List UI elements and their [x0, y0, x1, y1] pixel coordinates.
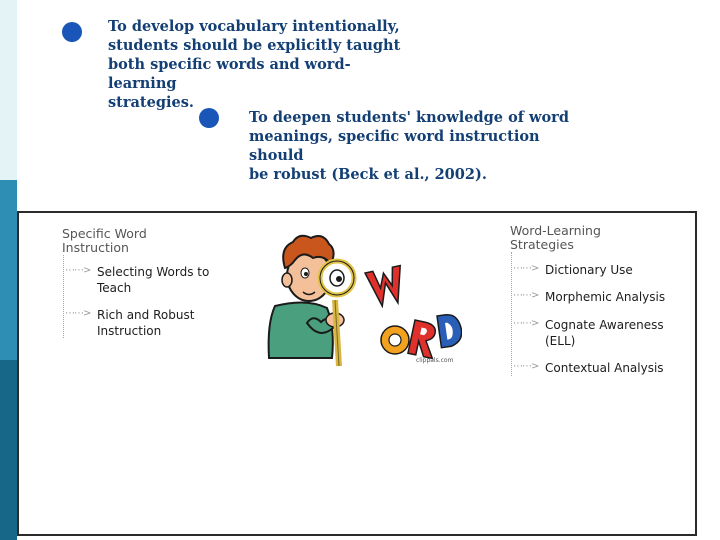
left-column-title: Specific Word Instruction	[62, 226, 147, 255]
boy-with-magnifying-glass-icon	[247, 228, 462, 373]
bullet-text-2: To deepen students' knowledge of word meanings, specific word instruction should be robust (Beck et al., 2002).	[249, 109, 569, 183]
right-column-title: Word-Learning Strategies	[510, 223, 601, 252]
left-tree-connector	[63, 255, 64, 338]
tree-arrow-icon: ⋯⋯>	[513, 263, 539, 274]
left-item-selecting-words: Selecting Words to Teach	[97, 265, 210, 295]
tree-arrow-icon: ⋯⋯>	[65, 265, 91, 276]
right-item-cognate-awareness: Cognate Awareness (ELL)	[545, 318, 664, 348]
tree-arrow-icon: ⋯⋯>	[513, 318, 539, 329]
right-item-dictionary-use: Dictionary Use	[545, 263, 633, 277]
left-item-rich-robust: Rich and Robust Instruction	[97, 308, 195, 338]
right-item-morphemic-analysis: Morphemic Analysis	[545, 290, 666, 304]
tree-arrow-icon: ⋯⋯>	[513, 361, 539, 372]
right-tree-connector	[511, 252, 512, 376]
right-item-contextual-analysis: Contextual Analysis	[545, 361, 664, 375]
side-accent-strip	[0, 0, 17, 540]
bullet-dot-2	[199, 108, 219, 128]
clipart-credit: clippals.com	[416, 357, 454, 364]
side-strip-mid	[0, 180, 17, 360]
side-strip-light	[0, 0, 17, 180]
side-strip-dark	[0, 360, 17, 540]
bullet-text-1: To develop vocabulary intentionally, students should be explicitly taught both specific words and word-learning strategies.	[108, 18, 401, 111]
bullet-dot-1	[62, 22, 82, 42]
tree-arrow-icon: ⋯⋯>	[65, 308, 91, 319]
tree-arrow-icon: ⋯⋯>	[513, 290, 539, 301]
